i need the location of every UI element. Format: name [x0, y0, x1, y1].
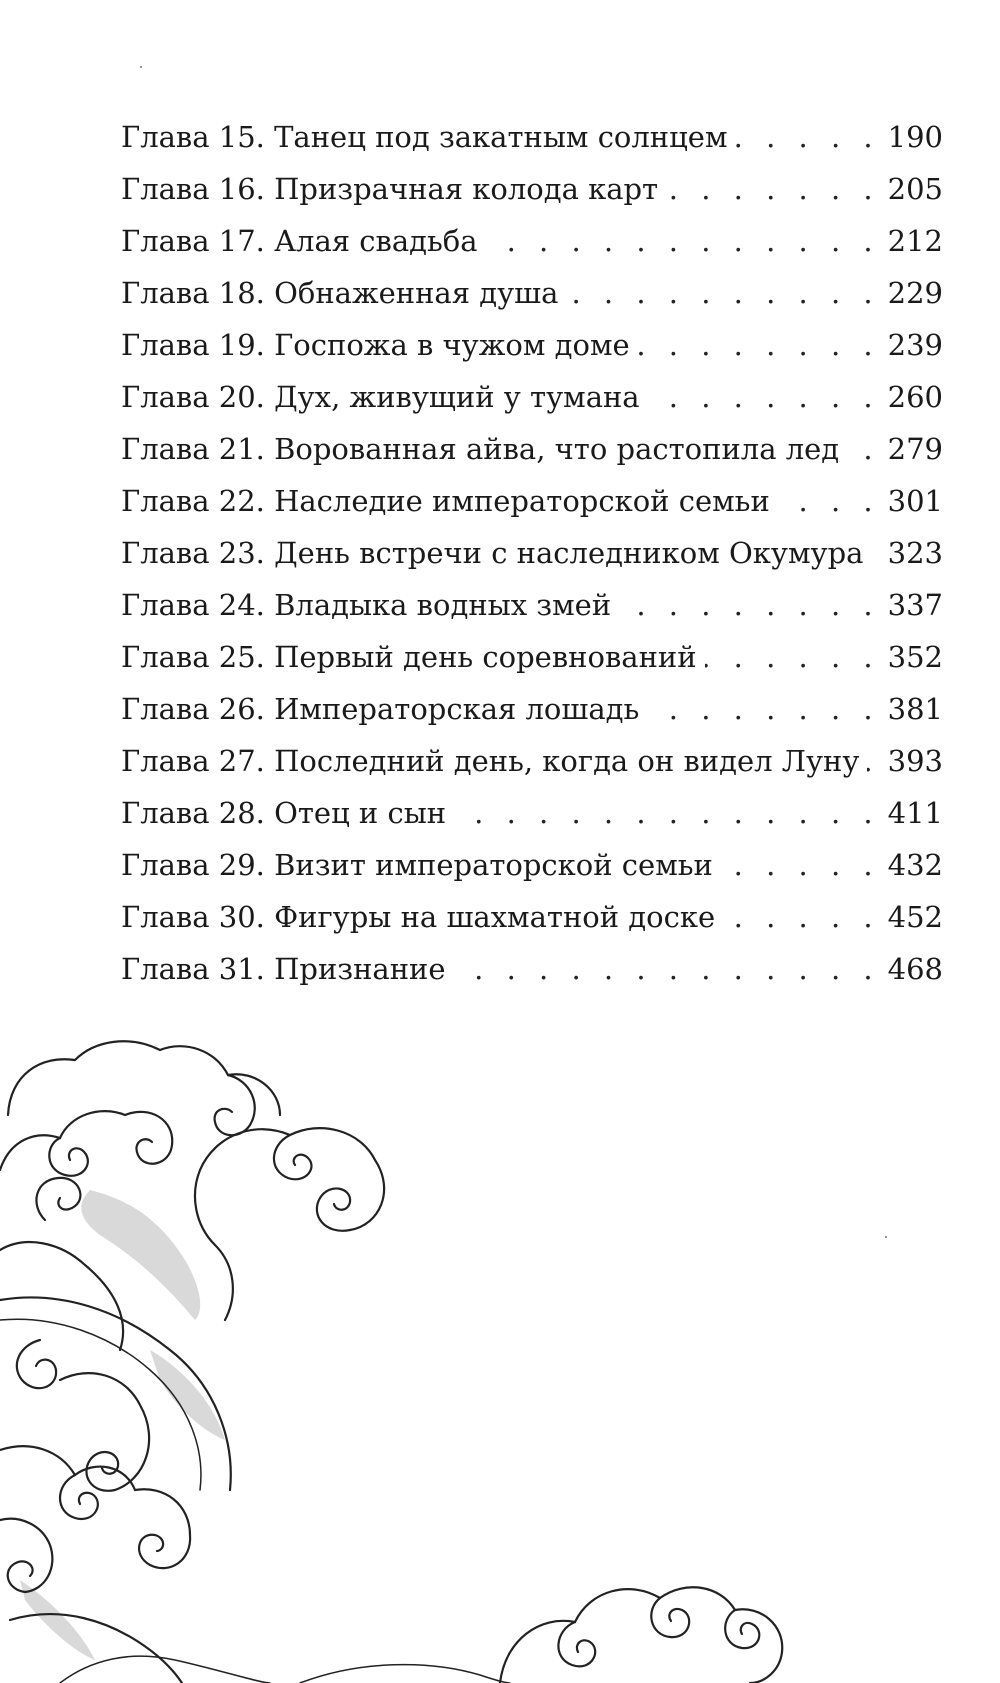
- dot-leader: [454, 943, 880, 995]
- chapter-title: Глава 23. День встречи с наследником Окумура: [121, 536, 864, 570]
- chapter-title: Глава 30. Фигуры на шахматной доске: [121, 900, 716, 934]
- page-number: 432: [887, 848, 943, 882]
- page-number: 352: [887, 640, 943, 674]
- toc-entry[interactable]: [121, 735, 943, 787]
- toc-entry[interactable]: [121, 215, 943, 267]
- vine-stem: [60, 1656, 270, 1683]
- dot-leader: [619, 579, 879, 631]
- toc-entry[interactable]: [121, 891, 943, 943]
- cloud-spiral: [86, 1452, 118, 1491]
- toc-entry[interactable]: [121, 839, 943, 891]
- page-number: 393: [887, 744, 943, 778]
- page-number: 337: [887, 588, 943, 622]
- dot-leader: [486, 215, 880, 267]
- ink-wash-shade: [81, 1190, 200, 1320]
- toc-entry[interactable]: [121, 527, 943, 579]
- cloud-spiral: [125, 1112, 172, 1164]
- cloud-outline: [500, 1587, 782, 1683]
- dot-leader: [566, 267, 879, 319]
- page-number: 323: [887, 536, 943, 570]
- cloud-spiral: [317, 1188, 350, 1230]
- ink-wash-shade: [20, 1580, 95, 1660]
- page-number: 229: [887, 276, 943, 310]
- chapter-title: Глава 20. Дух, живущий у тумана: [121, 380, 640, 414]
- toc-entry[interactable]: [121, 423, 943, 475]
- page-number: 260: [887, 380, 943, 414]
- chapter-title: Глава 18. Обнаженная душа: [121, 276, 559, 310]
- dot-leader: [666, 163, 880, 215]
- cloud-spiral: [49, 1138, 88, 1176]
- page-number: 411: [887, 796, 943, 830]
- chapter-title: Глава 15. Танец под закатным солнцем: [121, 120, 728, 154]
- cloud-spiral: [60, 1475, 98, 1519]
- dot-leader: [705, 631, 880, 683]
- cloud-swirl-ornament-icon: [0, 1020, 1000, 1683]
- paper-speck: [140, 66, 142, 68]
- page-number: 381: [887, 692, 943, 726]
- vine-stem: [10, 1614, 182, 1683]
- chapter-title: Глава 31. Признание: [121, 952, 446, 986]
- page-number: 301: [887, 484, 943, 518]
- cloud-outline: [0, 1242, 123, 1350]
- toc-entry[interactable]: [121, 267, 943, 319]
- toc-entry[interactable]: [121, 371, 943, 423]
- dot-leader: [736, 111, 880, 163]
- cloud-outline: [0, 1111, 125, 1170]
- page-number: 212: [887, 224, 943, 258]
- page-number: 279: [887, 432, 943, 466]
- page-number: 468: [887, 952, 943, 986]
- chapter-title: Глава 16. Призрачная колода карт: [121, 172, 659, 206]
- chapter-title: Глава 17. Алая свадьба: [121, 224, 478, 258]
- chapter-title: Глава 24. Владыка водных змей: [121, 588, 612, 622]
- cloud-spiral: [274, 1135, 312, 1179]
- chapter-title: Глава 22. Наследие императорской семьи: [121, 484, 770, 518]
- cloud-spiral: [651, 1598, 689, 1637]
- page-number: 190: [887, 120, 943, 154]
- dot-leader: [648, 371, 880, 423]
- page-number: 205: [887, 172, 943, 206]
- cloud-spiral: [558, 1622, 595, 1666]
- dot-leader: [778, 475, 880, 527]
- page-number: 239: [887, 328, 943, 362]
- dot-leader: [647, 683, 879, 735]
- dot-leader: [723, 891, 880, 943]
- dot-leader: [847, 423, 879, 475]
- ink-wash-shade: [150, 1350, 225, 1440]
- toc-entry[interactable]: [121, 579, 943, 631]
- chapter-title: Глава 21. Ворованная айва, что растопила лед: [121, 432, 840, 466]
- chapter-title: Глава 19. Госпожа в чужом доме: [121, 328, 630, 362]
- toc-entry[interactable]: [121, 163, 943, 215]
- cloud-spiral: [139, 1535, 190, 1568]
- cloud-spiral: [725, 1610, 759, 1648]
- toc-entry[interactable]: [121, 787, 943, 839]
- toc-entry[interactable]: [121, 631, 943, 683]
- toc-entry[interactable]: [121, 475, 943, 527]
- cloud-spiral: [36, 1178, 80, 1220]
- toc-entry[interactable]: [121, 319, 943, 371]
- cloud-outline: [8, 1041, 280, 1115]
- toc-entry[interactable]: [121, 943, 943, 995]
- dot-leader: [867, 735, 879, 787]
- chapter-title: Глава 26. Императорская лошадь: [121, 692, 640, 726]
- toc-entry[interactable]: [121, 111, 943, 163]
- dot-leader: [638, 319, 880, 371]
- cloud-spiral: [215, 1075, 255, 1135]
- cloud-spiral: [17, 1340, 56, 1388]
- toc-entry[interactable]: [121, 683, 943, 735]
- chapter-title: Глава 29. Визит императорской семьи: [121, 848, 713, 882]
- chapter-title: Глава 28. Отец и сын: [121, 796, 447, 830]
- chapter-title: Глава 27. Последний день, когда он видел Луну: [121, 744, 860, 778]
- dot-leader: [721, 839, 880, 891]
- cloud-outline: [195, 1170, 233, 1320]
- vine-stem: [300, 1665, 510, 1683]
- chapter-title: Глава 25. Первый день соревнований: [121, 640, 697, 674]
- page-number: 452: [887, 900, 943, 934]
- dot-leader: [454, 787, 880, 839]
- table-of-contents: [121, 111, 943, 995]
- dot-leader: [871, 527, 879, 579]
